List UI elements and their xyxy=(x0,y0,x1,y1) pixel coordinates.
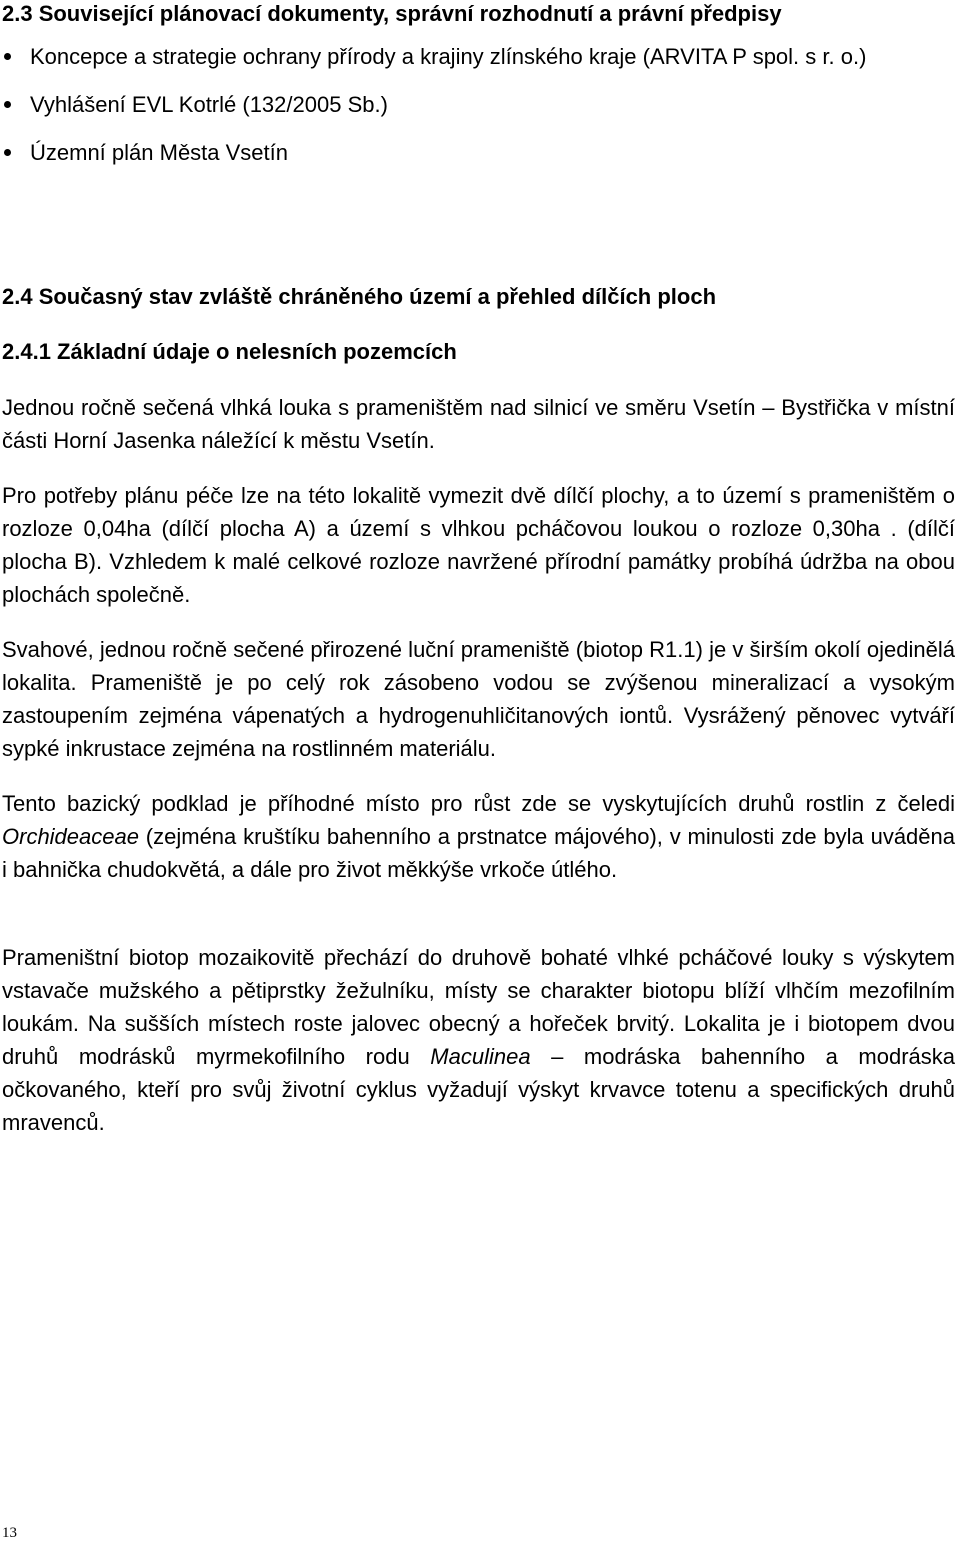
bullet-icon xyxy=(4,101,11,108)
sub-subsection-heading: 2.4.1 Základní údaje o nelesních pozemcích xyxy=(2,339,457,364)
bullet-list xyxy=(0,40,955,184)
bullet-icon xyxy=(4,53,11,60)
list-item xyxy=(0,136,955,169)
list-item xyxy=(0,88,955,121)
paragraph-text: Tento bazický podklad je příhodné místo pro růst zde se vyskytujících druhů rostlin z čeledi xyxy=(2,791,955,816)
paragraph-basic-substrate xyxy=(2,787,955,886)
italic-taxon: Maculinea xyxy=(430,1044,531,1069)
paragraph-spring-biotope: Svahové, jednou ročně sečené přirozené luční prameniště (biotop R1.1) je v širším okolí ojedinělá lokalita. Prameniště je po celý rok zásobeno vodou se zvýšenou mineralizací a vysokým zastoupením zejména vápenatých a hydrogenuhličitanových iontů. Vysrážený pěnovec vytváří sypké inkrustace zejména na rostlinném materiálu. xyxy=(2,637,955,761)
list-item-text: Územní plán Města Vsetín xyxy=(30,140,289,165)
list-item xyxy=(0,40,955,73)
subsection-heading: 2.4 Současný stav zvláště chráněného území a přehled dílčích ploch xyxy=(2,284,717,309)
paragraph-location: Jednou ročně sečená vlhká louka s prameništěm nad silnicí ve směru Vsetín – Bystřička v místní části Horní Jasenka náležící k městu Vsetín. xyxy=(2,395,955,453)
list-item-text: Koncepce a strategie ochrany přírody a krajiny zlínského kraje (ARVITA P spol. s r. o.) xyxy=(30,44,867,69)
paragraph-text: (zejména kruštíku bahenního a prstnatce májového), v minulosti zde byla uváděna i bahnička chudokvětá, a dále pro život měkkýše vrkoče útlého. xyxy=(2,824,955,882)
paragraph-mosaic-biotope xyxy=(2,941,955,1139)
paragraph-text: Prameništní biotop mozaikovitě přechází do druhově bohaté vlhké pcháčové louky s výskytem vstavače mužského a pětiprstky žežulníku, místy se charakter biotopu blíží vlhčím mezofilním loukám. Na sušších místech roste jalovec obecný a hořeček brvitý. Lokalita je i biotopem dvou druhů modrásků myrmekofilního rodu xyxy=(2,945,955,1069)
paragraph-subareas: Pro potřeby plánu péče lze na této lokalitě vymezit dvě dílčí plochy, a to území s prameništěm o rozloze 0,04ha (dílčí plocha A) a území s vlhkou pcháčovou loukou o rozloze 0,30ha . (dílčí plocha B). Vzhledem k malé celkové rozloze navržené přírodní památky probíhá údržba na obou plochách společně. xyxy=(2,483,955,607)
page-number: 13 xyxy=(2,1525,17,1541)
paragraph-text: – modráska bahenního a modráska očkovaného, kteří pro svůj životní cyklus vyžadují výskyt krvavce totenu a specifických druhů mravenců. xyxy=(2,1044,955,1135)
list-item-text: Vyhlášení EVL Kotrlé (132/2005 Sb.) xyxy=(30,92,388,117)
bullet-icon xyxy=(4,149,11,156)
section-heading: 2.3 Související plánovací dokumenty, správní rozhodnutí a právní předpisy xyxy=(2,1,782,26)
italic-taxon: Orchideaceae xyxy=(2,824,139,849)
